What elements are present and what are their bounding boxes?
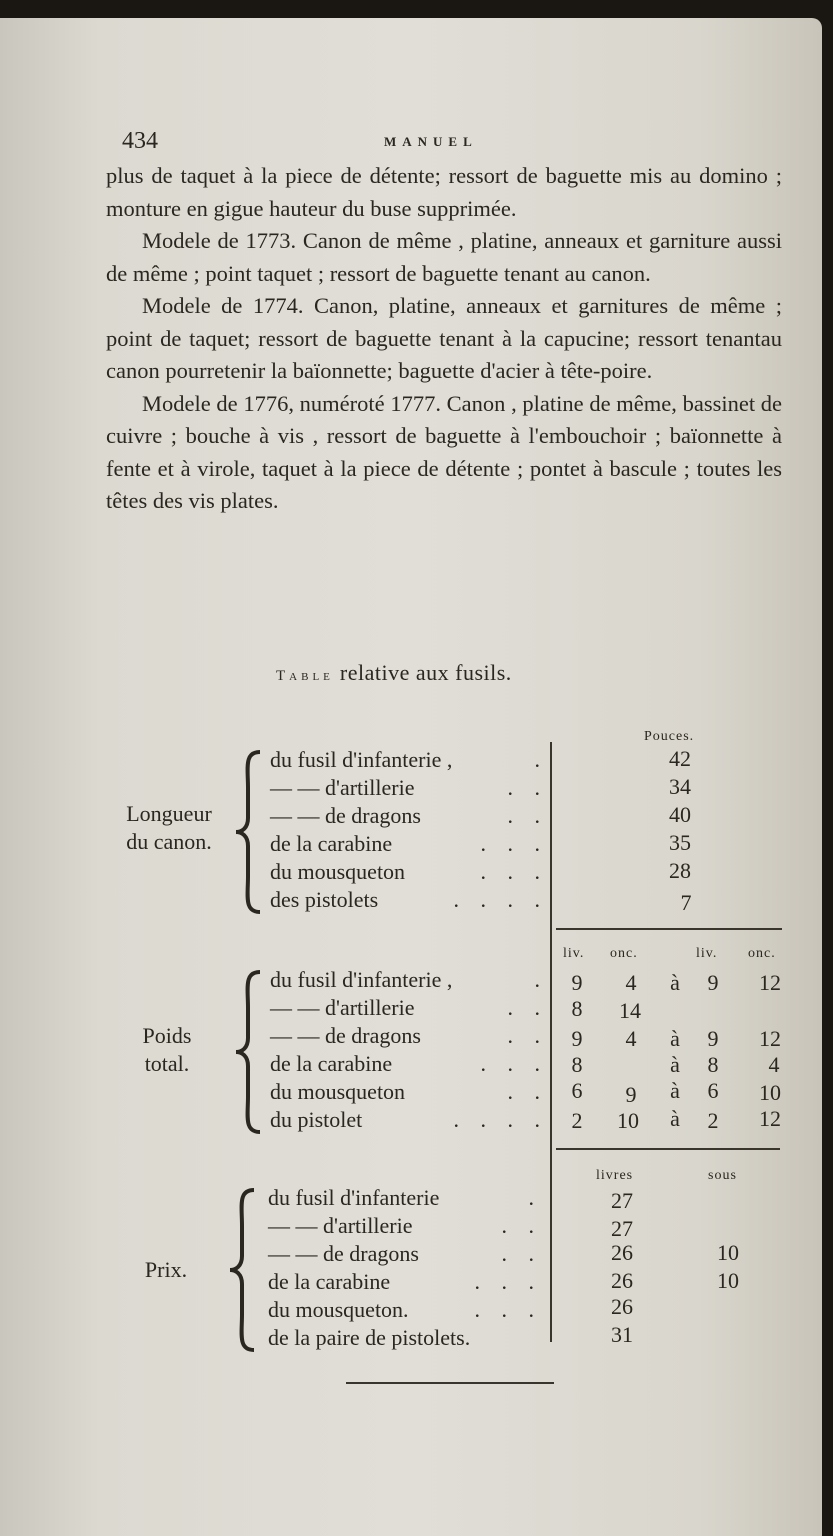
unit-header: onc. bbox=[610, 946, 638, 961]
running-head: MANUEL bbox=[384, 134, 478, 149]
value-cell: à bbox=[670, 1106, 680, 1131]
left-brace-icon bbox=[226, 1186, 260, 1354]
value-cell: 6 bbox=[571, 1078, 583, 1103]
value-cell: 9 bbox=[571, 1026, 583, 1051]
row-dots: . . . bbox=[480, 1051, 548, 1076]
row-name: du mousqueton bbox=[270, 1079, 406, 1104]
row-name: du pistolet bbox=[270, 1107, 363, 1132]
value-cell: 12 bbox=[759, 1026, 781, 1051]
value-cell: 14 bbox=[619, 998, 641, 1023]
value-cell: 9 bbox=[707, 970, 719, 995]
unit-header: liv. bbox=[563, 946, 585, 961]
value-cell: 7 bbox=[680, 890, 692, 915]
value-cell: 12 bbox=[759, 1106, 781, 1131]
value-cell: 27 bbox=[611, 1188, 633, 1213]
row-name: de la paire de pistolets. bbox=[268, 1325, 471, 1350]
section-rule bbox=[556, 1148, 780, 1150]
column-rule bbox=[550, 742, 552, 1342]
group-label-line: Longueur bbox=[126, 801, 212, 826]
value-cell: 35 bbox=[669, 830, 691, 855]
table-title-word: Table bbox=[276, 668, 334, 684]
row-name: du fusil d'infanterie , bbox=[270, 747, 453, 772]
end-rule bbox=[346, 1382, 554, 1384]
table-row bbox=[268, 1268, 544, 1296]
table-row bbox=[268, 1184, 544, 1212]
row-name: du mousqueton bbox=[270, 859, 406, 884]
row-dots: . bbox=[534, 967, 548, 992]
value-cell: 4 bbox=[625, 1026, 637, 1051]
group-label-poids bbox=[112, 1022, 222, 1078]
value-cell: 10 bbox=[717, 1268, 739, 1293]
paragraph: Modele de 1776, numéroté 1777. Canon , platine de même, bassinet de cuivre ; bouche à vis , ressort de baguette à l'embouchoir ; baïonnette à fente et à virole, taquet à la piece de détente ; pontet à bascule ; toutes les têtes des vis plates. bbox=[106, 390, 782, 513]
row-name: — — de dragons bbox=[270, 803, 421, 828]
row-dots: . . bbox=[501, 1241, 542, 1266]
value-cell: à bbox=[670, 970, 680, 995]
row-name: du mousqueton. bbox=[268, 1297, 409, 1322]
table-row bbox=[268, 1296, 544, 1324]
value-cell: 6 bbox=[707, 1078, 719, 1103]
value-cell: 9 bbox=[625, 1082, 637, 1107]
value-cell: 4 bbox=[625, 970, 637, 995]
row-dots: . . . bbox=[480, 859, 548, 884]
row-dots: . bbox=[528, 1185, 542, 1210]
table-row bbox=[268, 1240, 544, 1268]
value-cell: 42 bbox=[669, 746, 691, 771]
value-cell: 40 bbox=[669, 802, 691, 827]
table-row bbox=[270, 830, 550, 858]
table-row bbox=[268, 1324, 544, 1352]
row-name: — — d'artillerie bbox=[270, 995, 415, 1020]
page-number: 434 bbox=[122, 128, 158, 154]
value-cell: 8 bbox=[571, 1052, 583, 1077]
row-name: — — de dragons bbox=[268, 1241, 419, 1266]
row-name: de la carabine bbox=[270, 1051, 393, 1076]
left-brace-icon bbox=[232, 968, 266, 1136]
group-rows-poids bbox=[270, 966, 550, 1134]
group-label-prix bbox=[126, 1256, 206, 1284]
value-cell: 26 bbox=[611, 1240, 633, 1265]
table-row bbox=[270, 886, 550, 914]
page-header bbox=[122, 124, 782, 160]
row-name: de la carabine bbox=[270, 831, 393, 856]
value-cell: 2 bbox=[707, 1108, 719, 1133]
row-dots: . . bbox=[507, 803, 548, 828]
table-row bbox=[270, 966, 550, 994]
group-label-line: total. bbox=[144, 1051, 190, 1076]
row-name: du fusil d'infanterie , bbox=[270, 967, 453, 992]
unit-header: sous bbox=[708, 1168, 737, 1183]
value-cell: 10 bbox=[717, 1240, 739, 1265]
paragraph: plus de taquet à la piece de détente; ressort de baguette mis au domino ; monture en gigue hauteur du buse supprimée. bbox=[106, 163, 782, 221]
row-dots: . . bbox=[501, 1213, 542, 1238]
group-rows-prix bbox=[268, 1184, 544, 1352]
group-label-line: du canon. bbox=[126, 829, 212, 854]
row-dots: . . . . bbox=[453, 887, 548, 912]
row-dots: . . bbox=[507, 995, 548, 1020]
table-row bbox=[270, 774, 550, 802]
row-dots: . bbox=[534, 747, 548, 772]
body-text bbox=[106, 160, 782, 518]
row-dots: . . . . bbox=[453, 1107, 548, 1132]
value-cell: 10 bbox=[759, 1080, 781, 1105]
table-title-rest: relative aux fusils. bbox=[339, 660, 512, 685]
section-rule bbox=[556, 928, 782, 930]
value-cell: 34 bbox=[669, 774, 691, 799]
unit-header: Pouces. bbox=[644, 729, 695, 744]
row-name: — — de dragons bbox=[270, 1023, 421, 1048]
value-cell: 10 bbox=[617, 1108, 639, 1133]
value-cell: 9 bbox=[707, 1026, 719, 1051]
row-dots: . . bbox=[507, 1079, 548, 1104]
unit-header: livres bbox=[596, 1168, 634, 1183]
value-cell: 4 bbox=[768, 1052, 780, 1077]
table-row bbox=[270, 994, 550, 1022]
left-brace-icon bbox=[232, 748, 266, 916]
row-name: — — d'artillerie bbox=[270, 775, 415, 800]
value-cell: à bbox=[670, 1026, 680, 1051]
table-row bbox=[270, 1050, 550, 1078]
table-title bbox=[276, 660, 512, 686]
row-dots: . . . bbox=[474, 1269, 542, 1294]
value-cell: à bbox=[670, 1052, 680, 1077]
paragraph: Modele de 1773. Canon de même , platine, anneaux et garniture aussi de même ; point taquet ; ressort de baguette tenant au canon. bbox=[106, 228, 782, 286]
value-cell: 27 bbox=[611, 1216, 633, 1241]
value-cell: 26 bbox=[611, 1294, 633, 1319]
row-dots bbox=[470, 1324, 544, 1352]
row-name: des pistolets bbox=[270, 887, 379, 912]
value-cell: 8 bbox=[707, 1052, 719, 1077]
group-label-line: Prix. bbox=[144, 1257, 188, 1282]
table-row bbox=[270, 858, 550, 886]
row-name: de la carabine bbox=[268, 1269, 391, 1294]
row-dots: . . bbox=[507, 1023, 548, 1048]
group-label-longueur bbox=[104, 800, 234, 856]
table-row bbox=[270, 1022, 550, 1050]
row-dots: . . bbox=[507, 775, 548, 800]
unit-header: liv. bbox=[696, 946, 718, 961]
value-cell: 12 bbox=[759, 970, 781, 995]
row-name: — — d'artillerie bbox=[268, 1213, 413, 1238]
value-cell: 8 bbox=[571, 996, 583, 1021]
table-row bbox=[270, 802, 550, 830]
value-cell: 28 bbox=[669, 858, 691, 883]
row-dots: . . . bbox=[480, 831, 548, 856]
table-row bbox=[268, 1212, 544, 1240]
value-cell: 2 bbox=[571, 1108, 583, 1133]
value-cell: à bbox=[670, 1078, 680, 1103]
value-cell: 9 bbox=[571, 970, 583, 995]
table-row bbox=[270, 1078, 550, 1106]
paragraph: Modele de 1774. Canon, platine, anneaux et garnitures de même ; point de taquet; ressort de baguette tenant à la capucine; ressort tenantau canon pourretenir la baïonnette; baguette d'acier à tête-poire. bbox=[106, 293, 782, 383]
value-cell: 31 bbox=[611, 1322, 633, 1347]
row-name: du fusil d'infanterie bbox=[268, 1185, 440, 1210]
group-rows-longueur bbox=[270, 746, 550, 914]
table-row bbox=[270, 746, 550, 774]
value-cell: 26 bbox=[611, 1268, 633, 1293]
group-label-line: Poids bbox=[142, 1023, 192, 1048]
table-row bbox=[270, 1106, 550, 1134]
row-dots: . . . bbox=[474, 1297, 542, 1322]
unit-header: onc. bbox=[748, 946, 776, 961]
